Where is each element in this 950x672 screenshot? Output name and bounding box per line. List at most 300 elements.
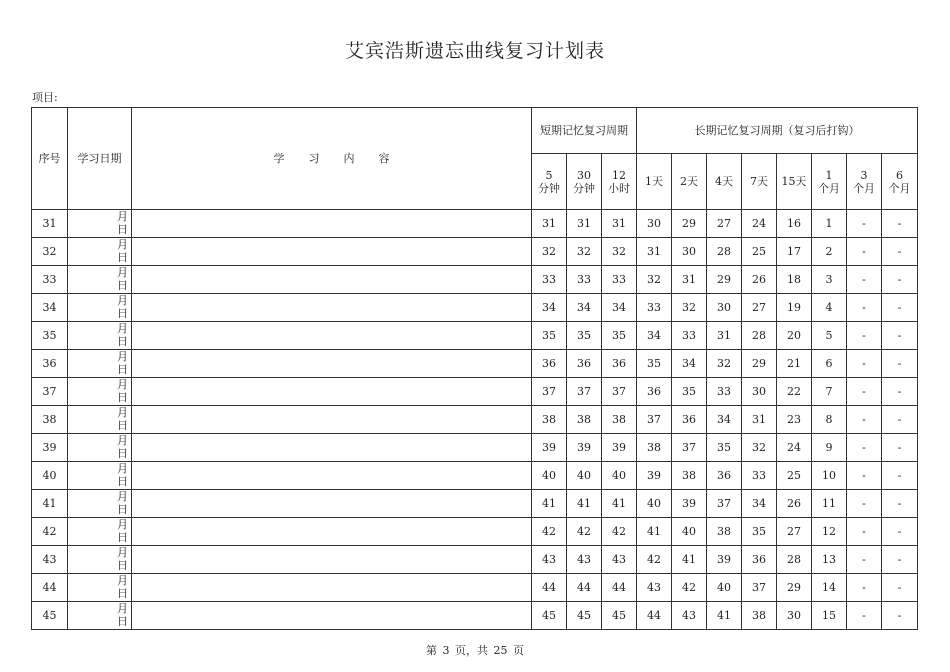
month-day-label: [117, 350, 128, 376]
long-review-cell[interactable]: 32: [637, 266, 672, 294]
long-interval-header: [742, 154, 777, 210]
long-review-cell[interactable]: 40: [672, 518, 707, 546]
table-row: [32, 322, 918, 350]
month-day-label: [117, 546, 128, 572]
short-review-cell[interactable]: 36: [602, 350, 637, 378]
table-row: [32, 210, 918, 238]
long-review-cell[interactable]: 36: [672, 406, 707, 434]
long-review-cell[interactable]: -: [847, 462, 882, 490]
short-review-cell[interactable]: 39: [567, 434, 602, 462]
short-review-cell[interactable]: 42: [567, 518, 602, 546]
short-review-cell[interactable]: 42: [532, 518, 567, 546]
long-review-cell[interactable]: 37: [742, 574, 777, 602]
content-cell[interactable]: [132, 462, 532, 490]
long-review-cell[interactable]: 41: [672, 546, 707, 574]
long-review-cell[interactable]: -: [882, 490, 918, 518]
row-index: 42: [32, 518, 68, 546]
table-row: [32, 574, 918, 602]
row-index: 38: [32, 406, 68, 434]
short-review-cell[interactable]: 34: [602, 294, 637, 322]
day-char: 日: [117, 335, 128, 348]
long-review-cell[interactable]: 11: [812, 490, 847, 518]
short-review-cell[interactable]: 41: [602, 490, 637, 518]
content-cell[interactable]: [132, 294, 532, 322]
content-cell[interactable]: [132, 518, 532, 546]
month-char: 月: [117, 322, 128, 335]
short-review-cell[interactable]: 35: [532, 322, 567, 350]
long-review-cell[interactable]: 29: [672, 210, 707, 238]
row-index: 45: [32, 602, 68, 630]
long-interval-header: [882, 154, 918, 210]
short-review-cell[interactable]: 38: [602, 406, 637, 434]
long-review-cell[interactable]: -: [882, 518, 918, 546]
interval-top: 1: [825, 168, 833, 182]
day-char: 日: [117, 419, 128, 432]
long-review-cell[interactable]: 27: [742, 294, 777, 322]
short-review-cell[interactable]: 43: [602, 546, 637, 574]
content-char: 学: [273, 152, 285, 165]
content-cell[interactable]: [132, 350, 532, 378]
long-review-cell[interactable]: 21: [777, 350, 812, 378]
long-review-cell[interactable]: -: [882, 294, 918, 322]
month-day-label: [117, 406, 128, 432]
short-interval-header: [602, 154, 637, 210]
group-header-short-term: 短期记忆复习周期: [532, 108, 637, 154]
long-review-cell[interactable]: 7: [812, 378, 847, 406]
footer-suffix: 页: [513, 644, 524, 657]
table-row: [32, 266, 918, 294]
long-review-cell[interactable]: 37: [637, 406, 672, 434]
long-review-cell[interactable]: 34: [707, 406, 742, 434]
date-cell[interactable]: [68, 602, 132, 630]
month-day-label: [117, 378, 128, 404]
long-review-cell[interactable]: -: [882, 238, 918, 266]
long-review-cell[interactable]: 30: [672, 238, 707, 266]
content-cell[interactable]: [132, 574, 532, 602]
long-review-cell[interactable]: 31: [742, 406, 777, 434]
long-review-cell[interactable]: -: [847, 294, 882, 322]
long-review-cell[interactable]: 31: [672, 266, 707, 294]
col-header-index: 序号: [32, 108, 68, 210]
date-cell[interactable]: [68, 238, 132, 266]
month-day-label: [117, 434, 128, 460]
short-review-cell[interactable]: 35: [602, 322, 637, 350]
long-review-cell[interactable]: -: [847, 266, 882, 294]
long-review-cell[interactable]: 26: [777, 490, 812, 518]
long-interval-header: [812, 154, 847, 210]
month-day-label: [117, 574, 128, 600]
long-review-cell[interactable]: 30: [707, 294, 742, 322]
col-header-content: [132, 108, 532, 210]
table-row: [32, 294, 918, 322]
long-review-cell[interactable]: 25: [777, 462, 812, 490]
row-index: 33: [32, 266, 68, 294]
table-row: [32, 518, 918, 546]
row-index: 31: [32, 210, 68, 238]
date-cell[interactable]: [68, 350, 132, 378]
day-char: 日: [117, 307, 128, 320]
content-cell[interactable]: [132, 378, 532, 406]
short-review-cell[interactable]: 44: [567, 574, 602, 602]
table-row: [32, 546, 918, 574]
date-cell[interactable]: [68, 546, 132, 574]
long-review-cell[interactable]: 43: [672, 602, 707, 630]
short-review-cell[interactable]: 39: [532, 434, 567, 462]
long-review-cell[interactable]: 39: [637, 462, 672, 490]
month-day-label: [117, 322, 128, 348]
long-review-cell[interactable]: 30: [777, 602, 812, 630]
long-review-cell[interactable]: 17: [777, 238, 812, 266]
short-review-cell[interactable]: 39: [602, 434, 637, 462]
day-char: 日: [117, 363, 128, 376]
long-review-cell[interactable]: -: [882, 350, 918, 378]
date-cell[interactable]: [68, 574, 132, 602]
long-review-cell[interactable]: 36: [742, 546, 777, 574]
page-title: 艾宾浩斯遗忘曲线复习计划表: [344, 40, 605, 62]
interval-unit: 个月: [818, 181, 840, 195]
long-review-cell[interactable]: 28: [707, 238, 742, 266]
long-review-cell[interactable]: 33: [707, 378, 742, 406]
long-review-cell[interactable]: 32: [672, 294, 707, 322]
long-interval-header: [707, 154, 742, 210]
long-review-cell[interactable]: 30: [637, 210, 672, 238]
long-review-cell[interactable]: -: [882, 406, 918, 434]
long-review-cell[interactable]: 39: [672, 490, 707, 518]
footer-middle: 页，共: [455, 644, 488, 657]
long-review-cell[interactable]: 13: [812, 546, 847, 574]
content-cell[interactable]: [132, 406, 532, 434]
month-day-label: [117, 238, 128, 264]
interval-top: 4天: [715, 175, 733, 188]
long-review-cell[interactable]: 35: [742, 518, 777, 546]
long-review-cell[interactable]: -: [882, 462, 918, 490]
interval-top: 3: [860, 168, 868, 182]
month-day-label: [117, 462, 128, 488]
long-review-cell[interactable]: -: [882, 434, 918, 462]
row-index: 39: [32, 434, 68, 462]
content-cell[interactable]: [132, 490, 532, 518]
long-review-cell[interactable]: -: [847, 574, 882, 602]
day-char: 日: [117, 615, 128, 628]
long-review-cell[interactable]: 35: [637, 350, 672, 378]
long-review-cell[interactable]: 34: [742, 490, 777, 518]
short-review-cell[interactable]: 31: [602, 210, 637, 238]
interval-top: 2天: [680, 175, 698, 188]
footer-prefix: 第: [426, 644, 437, 657]
short-interval-header: [532, 154, 567, 210]
day-char: 日: [117, 587, 128, 600]
date-cell[interactable]: [68, 462, 132, 490]
short-review-cell[interactable]: 35: [567, 322, 602, 350]
short-review-cell[interactable]: 33: [567, 266, 602, 294]
long-review-cell[interactable]: 38: [742, 602, 777, 630]
long-review-cell[interactable]: 18: [777, 266, 812, 294]
long-interval-header: [847, 154, 882, 210]
interval-unit: 分钟: [538, 181, 560, 195]
short-review-cell[interactable]: 32: [602, 238, 637, 266]
long-review-cell[interactable]: 38: [672, 462, 707, 490]
long-review-cell[interactable]: -: [847, 210, 882, 238]
long-review-cell[interactable]: 27: [777, 518, 812, 546]
long-review-cell[interactable]: 41: [707, 602, 742, 630]
interval-unit: 个月: [853, 181, 875, 195]
date-cell[interactable]: [68, 490, 132, 518]
long-review-cell[interactable]: 36: [637, 378, 672, 406]
row-index: 36: [32, 350, 68, 378]
review-plan-table: [31, 107, 918, 630]
short-review-cell[interactable]: 38: [532, 406, 567, 434]
interval-top: 15天: [781, 175, 807, 188]
content-cell[interactable]: [132, 238, 532, 266]
long-review-cell[interactable]: 33: [637, 294, 672, 322]
long-review-cell[interactable]: 27: [707, 210, 742, 238]
interval-top: 30: [577, 168, 591, 182]
short-review-cell[interactable]: 45: [602, 602, 637, 630]
long-review-cell[interactable]: -: [847, 350, 882, 378]
long-review-cell[interactable]: 24: [742, 210, 777, 238]
row-index: 40: [32, 462, 68, 490]
col-header-date: 学习日期: [68, 108, 132, 210]
short-review-cell[interactable]: 40: [567, 462, 602, 490]
short-review-cell[interactable]: 34: [532, 294, 567, 322]
table-row: [32, 238, 918, 266]
month-day-label: [117, 490, 128, 516]
interval-unit: 小时: [608, 181, 630, 195]
date-cell[interactable]: [68, 210, 132, 238]
long-review-cell[interactable]: 40: [637, 490, 672, 518]
table-row: [32, 462, 918, 490]
short-review-cell[interactable]: 41: [532, 490, 567, 518]
long-review-cell[interactable]: 41: [637, 518, 672, 546]
long-review-cell[interactable]: -: [847, 378, 882, 406]
long-review-cell[interactable]: 20: [777, 322, 812, 350]
content-cell[interactable]: [132, 434, 532, 462]
long-review-cell[interactable]: -: [882, 574, 918, 602]
short-review-cell[interactable]: 34: [567, 294, 602, 322]
interval-unit: 分钟: [573, 181, 595, 195]
content-char: 容: [378, 152, 390, 165]
long-review-cell[interactable]: -: [882, 546, 918, 574]
month-char: 月: [117, 378, 128, 391]
footer-current-page: 3: [442, 644, 450, 657]
day-char: 日: [117, 391, 128, 404]
row-index: 35: [32, 322, 68, 350]
long-review-cell[interactable]: -: [882, 210, 918, 238]
long-review-cell[interactable]: 32: [707, 350, 742, 378]
long-review-cell[interactable]: 29: [742, 350, 777, 378]
long-review-cell[interactable]: 31: [637, 238, 672, 266]
month-char: 月: [117, 406, 128, 419]
page-footer: [0, 642, 950, 658]
content-cell[interactable]: [132, 266, 532, 294]
long-review-cell[interactable]: 10: [812, 462, 847, 490]
long-review-cell[interactable]: 5: [812, 322, 847, 350]
long-review-cell[interactable]: 39: [707, 546, 742, 574]
group-header-long-term: 长期记忆复习周期（复习后打钩）: [637, 108, 918, 154]
footer-total-pages: 25: [493, 644, 508, 657]
date-cell[interactable]: [68, 406, 132, 434]
short-interval-header: [567, 154, 602, 210]
long-review-cell[interactable]: 24: [777, 434, 812, 462]
day-char: 日: [117, 223, 128, 236]
long-review-cell[interactable]: 34: [637, 322, 672, 350]
long-review-cell[interactable]: 37: [707, 490, 742, 518]
short-review-cell[interactable]: 37: [567, 378, 602, 406]
long-review-cell[interactable]: 9: [812, 434, 847, 462]
month-day-label: [117, 602, 128, 628]
long-review-cell[interactable]: -: [882, 322, 918, 350]
day-char: 日: [117, 531, 128, 544]
long-review-cell[interactable]: 30: [742, 378, 777, 406]
short-review-cell[interactable]: 36: [567, 350, 602, 378]
content-cell[interactable]: [132, 602, 532, 630]
month-day-label: [117, 266, 128, 292]
month-char: 月: [117, 294, 128, 307]
long-review-cell[interactable]: 40: [707, 574, 742, 602]
interval-unit: 个月: [888, 181, 911, 195]
long-review-cell[interactable]: 15: [812, 602, 847, 630]
long-review-cell[interactable]: -: [847, 518, 882, 546]
interval-top: 6: [896, 168, 903, 182]
month-day-label: [117, 210, 128, 236]
long-review-cell[interactable]: 31: [707, 322, 742, 350]
long-review-cell[interactable]: 29: [707, 266, 742, 294]
month-char: 月: [117, 350, 128, 363]
long-review-cell[interactable]: 38: [707, 518, 742, 546]
table-row: [32, 434, 918, 462]
long-review-cell[interactable]: 16: [777, 210, 812, 238]
long-review-cell[interactable]: 35: [707, 434, 742, 462]
long-interval-header: [672, 154, 707, 210]
table-row: [32, 490, 918, 518]
short-review-cell[interactable]: 45: [532, 602, 567, 630]
long-review-cell[interactable]: 22: [777, 378, 812, 406]
long-review-cell[interactable]: 44: [637, 602, 672, 630]
short-review-cell[interactable]: 32: [532, 238, 567, 266]
row-index: 37: [32, 378, 68, 406]
content-cell[interactable]: [132, 546, 532, 574]
month-char: 月: [117, 574, 128, 587]
table-row: [32, 406, 918, 434]
short-review-cell[interactable]: 41: [567, 490, 602, 518]
short-review-cell[interactable]: 33: [532, 266, 567, 294]
table-row: [32, 350, 918, 378]
short-review-cell[interactable]: 42: [602, 518, 637, 546]
long-review-cell[interactable]: 26: [742, 266, 777, 294]
long-interval-header: [777, 154, 812, 210]
long-review-cell[interactable]: -: [847, 406, 882, 434]
long-review-cell[interactable]: 43: [637, 574, 672, 602]
long-review-cell[interactable]: 12: [812, 518, 847, 546]
long-review-cell[interactable]: 38: [637, 434, 672, 462]
row-index: 32: [32, 238, 68, 266]
date-cell[interactable]: [68, 518, 132, 546]
long-review-cell[interactable]: 25: [742, 238, 777, 266]
long-review-cell[interactable]: 34: [672, 350, 707, 378]
short-review-cell[interactable]: 31: [567, 210, 602, 238]
day-char: 日: [117, 279, 128, 292]
date-cell[interactable]: [68, 294, 132, 322]
date-cell[interactable]: [68, 266, 132, 294]
date-cell[interactable]: [68, 434, 132, 462]
date-cell[interactable]: [68, 322, 132, 350]
long-review-cell[interactable]: -: [882, 378, 918, 406]
content-char: 内: [343, 152, 355, 165]
day-char: 日: [117, 475, 128, 488]
long-review-cell[interactable]: -: [847, 602, 882, 630]
long-review-cell[interactable]: 35: [672, 378, 707, 406]
short-review-cell[interactable]: 40: [532, 462, 567, 490]
short-review-cell[interactable]: 31: [532, 210, 567, 238]
long-review-cell[interactable]: -: [882, 266, 918, 294]
long-review-cell[interactable]: 42: [672, 574, 707, 602]
short-review-cell[interactable]: 45: [567, 602, 602, 630]
long-review-cell[interactable]: -: [847, 434, 882, 462]
long-review-cell[interactable]: 28: [777, 546, 812, 574]
long-review-cell[interactable]: 3: [812, 266, 847, 294]
long-review-cell[interactable]: -: [882, 602, 918, 630]
long-review-cell[interactable]: 4: [812, 294, 847, 322]
long-review-cell[interactable]: -: [847, 238, 882, 266]
long-review-cell[interactable]: -: [847, 322, 882, 350]
short-review-cell[interactable]: 40: [602, 462, 637, 490]
long-review-cell[interactable]: 42: [637, 546, 672, 574]
long-review-cell[interactable]: 37: [672, 434, 707, 462]
interval-top: 1天: [645, 175, 663, 188]
month-char: 月: [117, 434, 128, 447]
long-review-cell[interactable]: 29: [777, 574, 812, 602]
day-char: 日: [117, 251, 128, 264]
long-review-cell[interactable]: -: [847, 546, 882, 574]
long-review-cell[interactable]: 36: [707, 462, 742, 490]
content-cell[interactable]: [132, 210, 532, 238]
short-review-cell[interactable]: 36: [532, 350, 567, 378]
month-char: 月: [117, 602, 128, 615]
long-review-cell[interactable]: 19: [777, 294, 812, 322]
day-char: 日: [117, 559, 128, 572]
short-review-cell[interactable]: 43: [567, 546, 602, 574]
date-cell[interactable]: [68, 378, 132, 406]
short-review-cell[interactable]: 38: [567, 406, 602, 434]
short-review-cell[interactable]: 44: [602, 574, 637, 602]
month-char: 月: [117, 238, 128, 251]
short-review-cell[interactable]: 37: [532, 378, 567, 406]
long-review-cell[interactable]: 6: [812, 350, 847, 378]
short-review-cell[interactable]: 43: [532, 546, 567, 574]
table-row: [32, 378, 918, 406]
month-char: 月: [117, 462, 128, 475]
long-review-cell[interactable]: 14: [812, 574, 847, 602]
month-char: 月: [117, 518, 128, 531]
long-review-cell[interactable]: 33: [742, 462, 777, 490]
long-review-cell[interactable]: 2: [812, 238, 847, 266]
long-review-cell[interactable]: 33: [672, 322, 707, 350]
long-review-cell[interactable]: 1: [812, 210, 847, 238]
long-review-cell[interactable]: 23: [777, 406, 812, 434]
short-review-cell[interactable]: 33: [602, 266, 637, 294]
short-review-cell[interactable]: 37: [602, 378, 637, 406]
long-review-cell[interactable]: 8: [812, 406, 847, 434]
month-char: 月: [117, 266, 128, 279]
long-review-cell[interactable]: -: [847, 490, 882, 518]
long-review-cell[interactable]: 28: [742, 322, 777, 350]
content-cell[interactable]: [132, 322, 532, 350]
short-review-cell[interactable]: 44: [532, 574, 567, 602]
project-label: 项目:: [32, 91, 58, 104]
interval-top: 5: [545, 168, 553, 182]
long-review-cell[interactable]: 32: [742, 434, 777, 462]
short-review-cell[interactable]: 32: [567, 238, 602, 266]
